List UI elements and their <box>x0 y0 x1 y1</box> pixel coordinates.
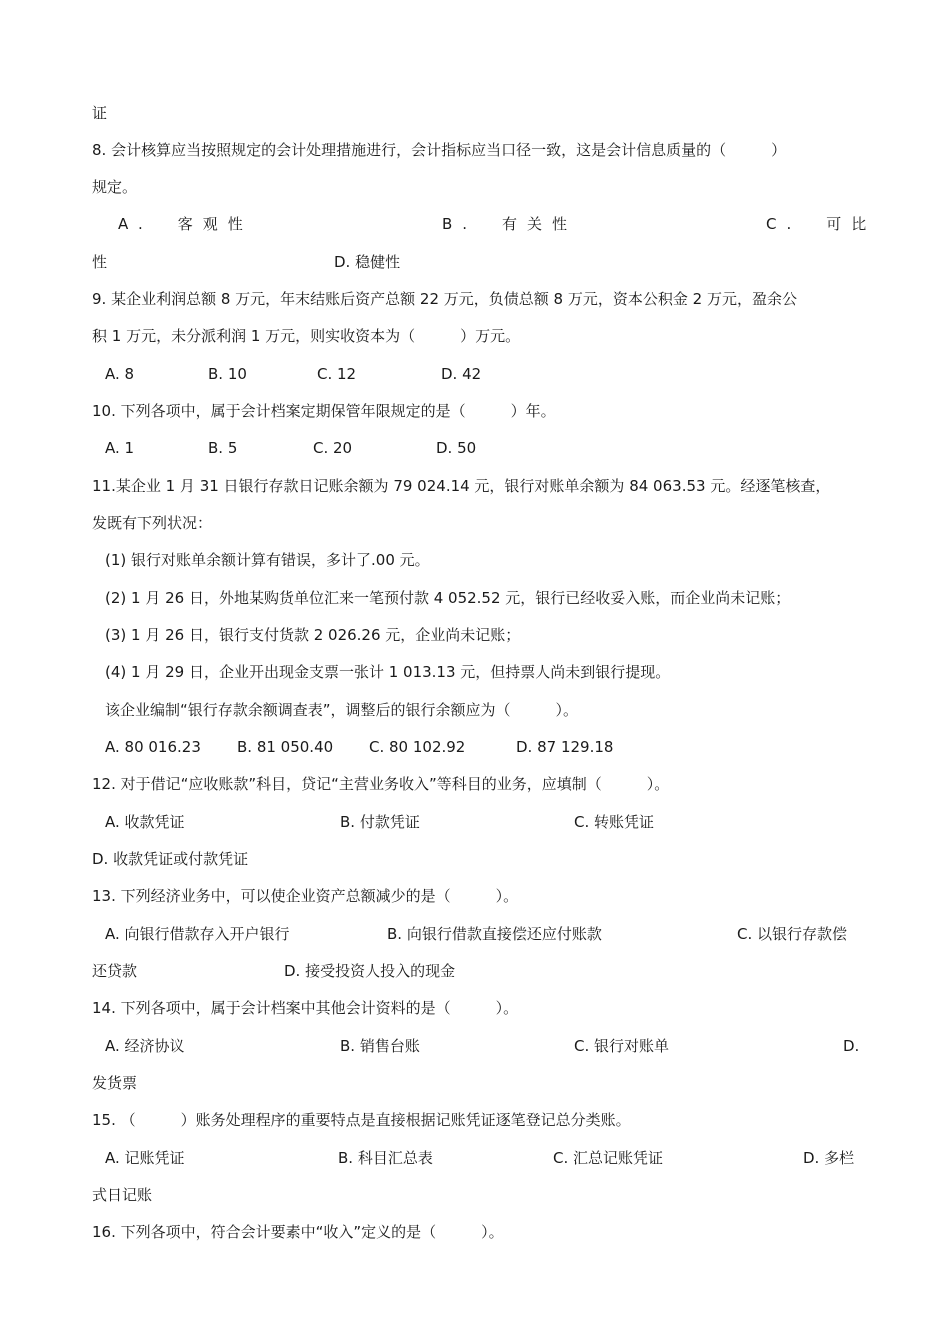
question-12: 12. 对于借记“应收账款”科目，贷记“主营业务收入”等科目的业务，应填制（ ）。 <box>92 775 670 793</box>
option-a: A. 经济协议 <box>105 1037 185 1055</box>
question-13: 13. 下列经济业务中，可以使企业资产总额减少的是（ ）。 <box>92 887 519 905</box>
option-d: D. 42 <box>441 365 482 383</box>
text-line: 性 <box>92 253 108 271</box>
option-a: A. 收款凭证 <box>105 813 185 831</box>
option-b: B. 5 <box>208 439 238 457</box>
option-b: B. 10 <box>208 365 247 383</box>
option-c: C. 汇总记账凭证 <box>553 1149 664 1167</box>
text-line: 发货票 <box>92 1074 138 1092</box>
text-line: 证 <box>92 104 108 122</box>
option-c: C. 以银行存款偿 <box>737 925 848 943</box>
option-b: B. 有关性 <box>442 215 578 233</box>
option-a: A. 向银行借款存入开户银行 <box>105 925 290 943</box>
option-d: D. 收款凭证或付款凭证 <box>92 850 249 868</box>
option-a: A. 客观性 <box>118 215 253 233</box>
question-9: 9. 某企业利润总额 8 万元，年末结账后资产总额 22 万元，负债总额 8 万元，资本公积金 2 万元，盈余公 <box>92 290 797 308</box>
text-line: 规定。 <box>92 178 138 196</box>
option-c: C. 可比 <box>766 215 877 233</box>
text-line: 还贷款 <box>92 962 138 980</box>
text-line: 式日记账 <box>92 1186 153 1204</box>
option-b: B. 81 050.40 <box>237 738 334 756</box>
condition-4: (4) 1 月 29 日，企业开出现金支票一张计 1 013.13 元，但持票人尚未到银行提现。 <box>105 663 671 681</box>
option-d: D. <box>843 1037 860 1055</box>
text-line: 该企业编制“银行存款余额调查表”，调整后的银行余额应为（ ）。 <box>105 701 579 719</box>
text-line: 发既有下列状况： <box>92 514 213 532</box>
option-a: A. 80 016.23 <box>105 738 201 756</box>
option-d: D. 50 <box>436 439 477 457</box>
option-d: D. 87 129.18 <box>516 738 614 756</box>
option-c: C. 80 102.92 <box>369 738 466 756</box>
option-a: A. 1 <box>105 439 135 457</box>
option-b: B. 科目汇总表 <box>338 1149 433 1167</box>
option-a: A. 记账凭证 <box>105 1149 185 1167</box>
option-c: C. 20 <box>313 439 353 457</box>
option-d: D. 稳健性 <box>334 253 401 271</box>
condition-1: (1) 银行对账单余额计算有错误，多计了.00 元。 <box>105 551 430 569</box>
question-11: 11.某企业 1 月 31 日银行存款日记账余额为 79 024.14 元，银行对账单余额为 84 063.53 元。经逐笔核查， <box>92 477 831 495</box>
condition-2: (2) 1 月 26 日，外地某购货单位汇来一笔预付款 4 052.52 元，银行已经收妥入账，而企业尚未记账； <box>105 589 791 607</box>
option-b: B. 付款凭证 <box>340 813 420 831</box>
question-16: 16. 下列各项中，符合会计要素中“收入”定义的是（ ）。 <box>92 1223 504 1241</box>
option-b: B. 销售台账 <box>340 1037 420 1055</box>
option-d: D. 接受投资人投入的现金 <box>284 962 456 980</box>
option-b: B. 向银行借款直接偿还应付账款 <box>387 925 602 943</box>
option-c: C. 12 <box>317 365 357 383</box>
condition-3: (3) 1 月 26 日，银行支付货款 2 026.26 元，企业尚未记账； <box>105 626 521 644</box>
question-14: 14. 下列各项中，属于会计档案中其他会计资料的是（ ）。 <box>92 999 519 1017</box>
option-a: A. 8 <box>105 365 135 383</box>
question-8: 8. 会计核算应当按照规定的会计处理措施进行，会计指标应当口径一致，这是会计信息质量的（ ） <box>92 141 787 159</box>
option-d: D. 多栏 <box>803 1149 855 1167</box>
question-15: 15. （ ）账务处理程序的重要特点是直接根据记账凭证逐笔登记总分类账。 <box>92 1111 631 1129</box>
text-line: 积 1 万元，未分派利润 1 万元，则实收资本为（ ）万元。 <box>92 327 521 345</box>
option-c: C. 银行对账单 <box>574 1037 670 1055</box>
question-10: 10. 下列各项中，属于会计档案定期保管年限规定的是（ ）年。 <box>92 402 556 420</box>
option-c: C. 转账凭证 <box>574 813 655 831</box>
